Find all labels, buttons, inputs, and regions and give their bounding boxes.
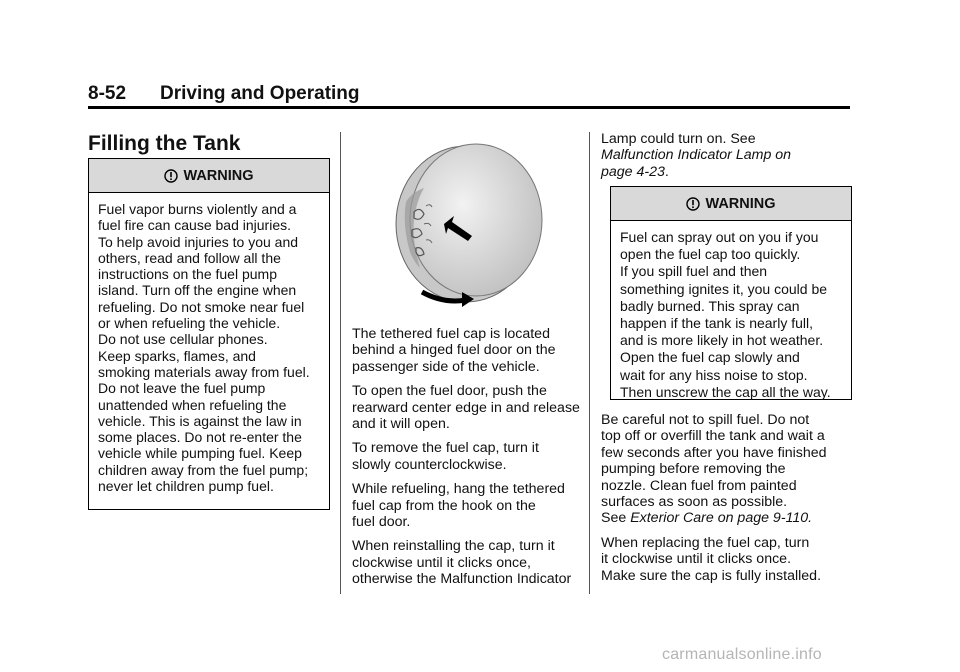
warning-line: vehicle while pumping fuel. Keep bbox=[98, 445, 302, 462]
fuel-cap-illustration bbox=[392, 132, 552, 312]
warning-line: Keep sparks, flames, and bbox=[98, 347, 256, 364]
page-number: 8-52 bbox=[88, 83, 127, 104]
warning-header bbox=[611, 187, 851, 221]
warning-line: refueling. Do not smoke near fuel bbox=[98, 298, 305, 315]
warning-icon bbox=[686, 197, 700, 211]
warning-line: others, read and follow all the bbox=[98, 249, 281, 266]
column-3-bottom bbox=[601, 412, 851, 592]
paragraph: Be careful not to spill fuel. Do not top off or overfill the tank and wait a few seconds after you have finished pumping before removing the nozzle. Clean fuel from painted surfaces as soon as possible. See Exterior Care on page 9-110. bbox=[601, 412, 827, 527]
cross-reference-link[interactable]: Malfunction Indicator Lamp on bbox=[601, 147, 792, 164]
warning-line: badly burned. This spray can bbox=[620, 297, 800, 314]
paragraph: To remove the fuel cap, turn it slowly counterclockwise. bbox=[352, 440, 539, 473]
warning-icon bbox=[164, 169, 178, 183]
warning-line: unattended when refueling the bbox=[98, 396, 287, 413]
warning-line: fuel fire can cause bad injuries. bbox=[98, 217, 291, 234]
paragraph: When reinstalling the cap, turn it clockwise until it clicks once, otherwise the Malfunction Indicator bbox=[352, 538, 572, 588]
column-2-text bbox=[352, 326, 582, 596]
column-divider bbox=[340, 132, 341, 594]
cross-reference-link[interactable]: page 4-23 bbox=[601, 163, 665, 180]
paragraph: When replacing the fuel cap, turn it clockwise until it clicks once. Make sure the cap is fully installed. bbox=[601, 534, 822, 584]
warning-line: island. Turn off the engine when bbox=[98, 282, 297, 299]
chapter-title: Driving and Operating bbox=[160, 83, 360, 104]
warning-line: open the fuel cap too quickly. bbox=[620, 246, 801, 263]
warning-line: some places. Do not re-enter the bbox=[98, 429, 302, 446]
warning-body bbox=[89, 193, 329, 502]
warning-label: WARNING bbox=[183, 167, 254, 184]
column-divider bbox=[589, 132, 590, 594]
warning-line: Then unscrew the cap all the way. bbox=[620, 383, 831, 400]
warning-line: Fuel vapor burns violently and a bbox=[98, 201, 297, 217]
warning-line: or when refueling the vehicle. bbox=[98, 315, 281, 332]
warning-body bbox=[611, 221, 851, 409]
warning-line: instructions on the fuel pump bbox=[98, 266, 277, 283]
warning-line: happen if the tank is nearly full, bbox=[620, 315, 814, 332]
warning-box-fuel-vapor bbox=[88, 158, 330, 510]
cross-reference-link[interactable]: Exterior Care on page 9-110. bbox=[630, 510, 813, 527]
warning-line: never let children pump fuel. bbox=[98, 478, 274, 495]
warning-line: If you spill fuel and then bbox=[620, 263, 768, 280]
warning-line: To help avoid injuries to you and bbox=[98, 233, 299, 250]
warning-line: vehicle. This is against the law in bbox=[98, 412, 302, 429]
section-title: Filling the Tank bbox=[88, 132, 241, 155]
warning-box-fuel-spray bbox=[610, 186, 852, 400]
warning-line: wait for any hiss noise to stop. bbox=[620, 366, 808, 383]
column-3-top bbox=[601, 131, 851, 180]
warning-header bbox=[89, 159, 329, 193]
paragraph: While refueling, hang the tethered fuel cap from the hook on the fuel door. bbox=[352, 481, 565, 531]
paragraph: To open the fuel door, push the rearward center edge in and release and it will open. bbox=[352, 383, 580, 433]
warning-line: Do not use cellular phones. bbox=[98, 331, 268, 348]
paragraph: The tethered fuel cap is located behind a hinged fuel door on the passenger side of the vehicle. bbox=[352, 326, 556, 375]
warning-line: and is more likely in hot weather. bbox=[620, 332, 824, 349]
page-header bbox=[88, 84, 850, 109]
paragraph: Lamp could turn on. See Malfunction Indicator Lamp on page 4-23. bbox=[601, 131, 792, 180]
warning-line: smoking materials away from fuel. bbox=[98, 363, 310, 380]
warning-line: Fuel can spray out on you if you bbox=[620, 229, 819, 245]
warning-line: something ignites it, you could be bbox=[620, 280, 828, 297]
warning-line: children away from the fuel pump; bbox=[98, 461, 309, 478]
warning-line: Do not leave the fuel pump bbox=[98, 380, 266, 397]
warning-line: Open the fuel cap slowly and bbox=[620, 349, 800, 366]
watermark-footer: carmanualsonline.info bbox=[662, 646, 822, 663]
warning-label: WARNING bbox=[705, 195, 776, 212]
